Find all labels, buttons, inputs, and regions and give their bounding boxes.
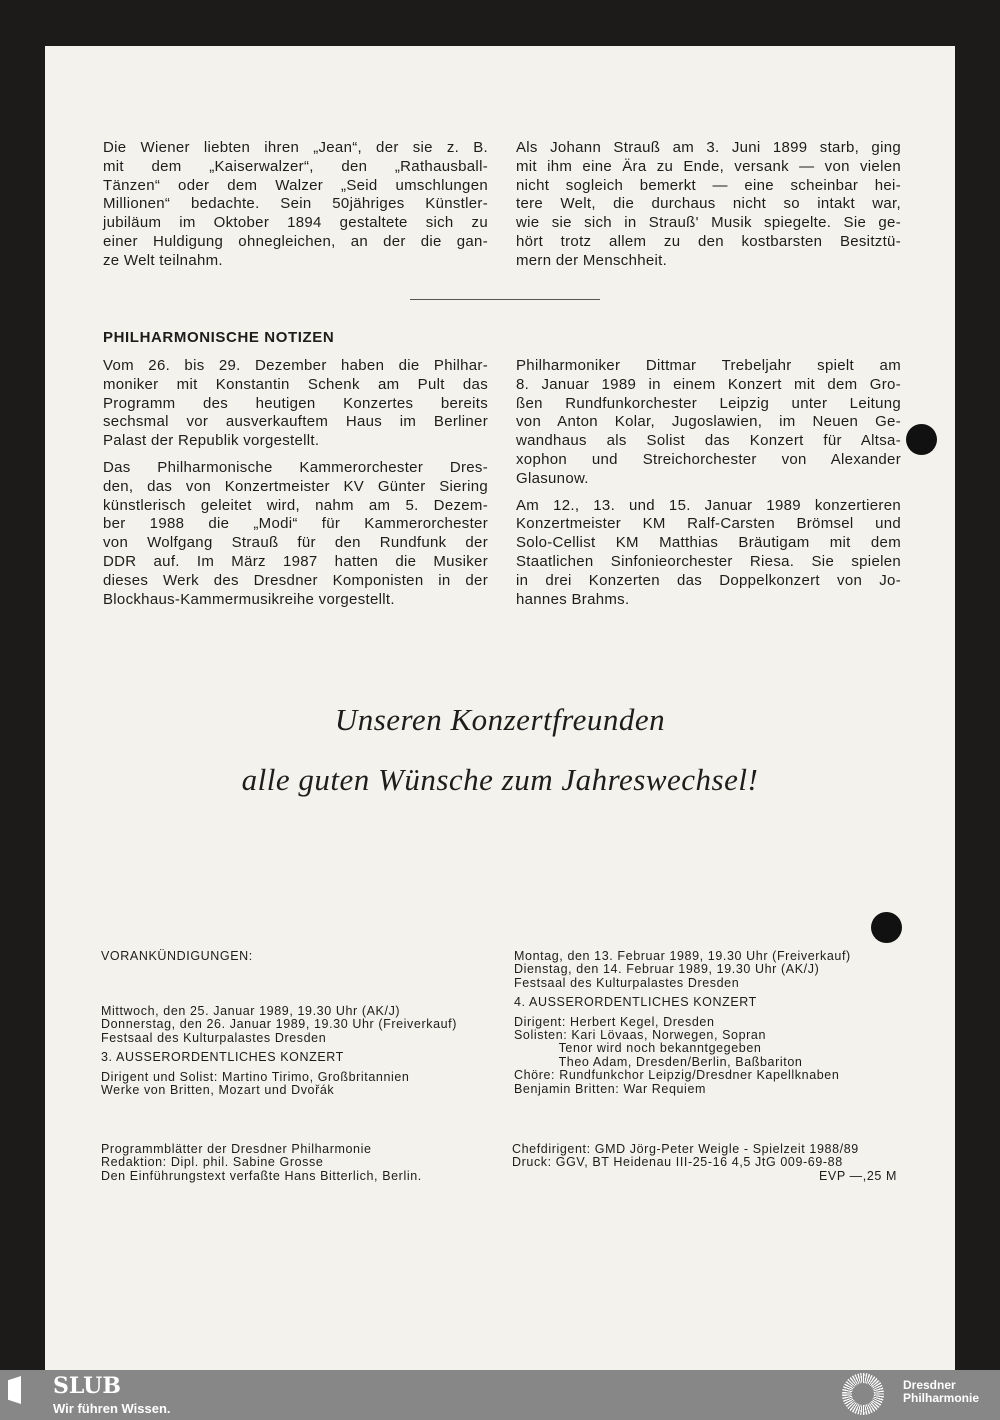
- text-line: Tänzen“ oder dem Walzer „Seid umschlungen: [103, 176, 488, 194]
- text-line: wie sie sich in Strauß' Musik spiegelte. Sie ge-: [516, 214, 901, 232]
- intro-right-column: [516, 139, 901, 271]
- text-line: 4. AUSSERORDENTLICHES KONZERT: [514, 995, 757, 1010]
- text-line: mern der Menschheit.: [516, 251, 668, 269]
- text-line: dieses Werk des Dresdner Komponisten in der: [103, 571, 488, 589]
- section-heading: PHILHARMONISCHE NOTIZEN: [103, 329, 335, 346]
- text-line: Benjamin Britten: War Requiem: [514, 1081, 707, 1096]
- text-line: einer Huldigung ohnegleichen, an der die gan-: [103, 232, 488, 250]
- imprint-left: [101, 1143, 422, 1183]
- text-line: Blockhaus-Kammermusikreihe vorgestellt.: [103, 590, 395, 608]
- text-line: Am 12., 13. und 15. Januar 1989 konzertieren: [516, 496, 901, 514]
- price: EVP —,25 M: [819, 1169, 898, 1183]
- text-line: Konzertmeister KM Ralf-Carsten Brömsel und: [516, 515, 901, 533]
- text-line: 8. Januar 1989 in einem Konzert mit dem Gro-: [516, 375, 901, 393]
- text-line: Dirigent und Solist: Martino Tirimo, Großbritannien: [101, 1069, 410, 1084]
- text-line: Theo Adam, Dresden/Berlin, Baßbariton: [514, 1054, 803, 1069]
- text-line: sechsmal vor ausverkauftem Haus im Berliner: [103, 413, 488, 431]
- announcements-left: [101, 1005, 457, 1097]
- text-line: tere Welt, die durchaus nicht so intakt war,: [516, 195, 901, 213]
- text-line: Vom 26. bis 29. Dezember haben die Philhar-: [103, 357, 488, 374]
- text-line: von Anton Kolar, Jugoslawien, im Neuen Ge-: [516, 413, 901, 431]
- text-line: Chöre: Rundfunkchor Leipzig/Dresdner Kapellknaben: [514, 1068, 840, 1083]
- partner-name-1: Dresdner: [903, 1378, 956, 1392]
- text-line: Programmblätter der Dresdner Philharmonie: [101, 1142, 372, 1156]
- text-line: mit dem „Kaiserwalzer“, den „Rathausball-: [103, 157, 488, 175]
- text-line: Redaktion: Dipl. phil. Sabine Grosse: [101, 1155, 324, 1170]
- text-line: 3. AUSSERORDENTLICHES KONZERT: [101, 1050, 344, 1065]
- text-line: Solisten: Kari Lövaas, Norwegen, Sopran: [514, 1027, 767, 1042]
- notizen-right-column: [516, 357, 901, 609]
- greeting-line-1: Unseren Konzertfreunden: [334, 702, 666, 737]
- slogan: Wir führen Wissen.: [53, 1401, 171, 1416]
- text-line: moniker mit Konstantin Schenk am Pult das: [103, 375, 488, 393]
- slub-logo-link[interactable]: SLUB: [53, 1373, 121, 1399]
- text-line: Solo-Cellist KM Matthias Bräutigam mit dem: [516, 534, 901, 552]
- text-line: Tenor wird noch bekanntgegeben: [514, 1041, 762, 1056]
- announcements-heading: VORANKÜNDIGUNGEN:: [101, 949, 253, 963]
- punch-hole: [906, 424, 937, 455]
- greeting-line-2: alle guten Wünsche zum Jahreswechsel!: [241, 762, 759, 797]
- text-line: Chefdirigent: GMD Jörg-Peter Weigle - Spielzeit 1988/89: [512, 1142, 859, 1156]
- text-line: DDR auf. Im März 1987 hatten die Musiker: [103, 552, 488, 570]
- text-line: Festsaal des Kulturpalastes Dresden: [514, 975, 740, 990]
- intro-left-column: [103, 139, 488, 271]
- text-line: ber 1988 die „Modi“ für Kammerorchester: [103, 515, 488, 533]
- text-line: Mittwoch, den 25. Januar 1989, 19.30 Uhr (AK/J): [101, 1004, 401, 1018]
- text-line: hannes Brahms.: [516, 590, 630, 608]
- text-line: Programm des heutigen Konzertes bereits: [103, 394, 488, 412]
- text-line: Als Johann Strauß am 3. Juni 1899 starb, ging: [516, 139, 901, 156]
- punch-hole: [871, 912, 902, 943]
- philharmonie-logo-text[interactable]: [903, 1379, 979, 1405]
- text-line: Glasunow.: [516, 469, 589, 487]
- text-line: Millionen“ bedachte. Sein 50jähriges Künstler-: [103, 195, 488, 213]
- divider: [410, 299, 600, 300]
- imprint-right: [512, 1143, 859, 1170]
- text-line: mit ihm eine Ära zu Ende, versank — von vielen: [516, 157, 901, 175]
- text-line: ze Welt teilnahm.: [103, 251, 223, 269]
- text-line: Die Wiener liebten ihren „Jean“, der sie z. B.: [103, 139, 488, 156]
- partner-name-2: Philharmonie: [903, 1391, 980, 1405]
- text-line: Donnerstag, den 26. Januar 1989, 19.30 Uhr (Freiverkauf): [101, 1017, 458, 1032]
- text-line: Den Einführungstext verfaßte Hans Bitterlich, Berlin.: [101, 1168, 422, 1183]
- text-line: ßen Rundfunkorchester Leipzig unter Leitung: [516, 394, 901, 412]
- slub-logo-icon: [8, 1376, 21, 1404]
- text-line: jubiläum im Oktober 1894 gestaltete sich zu: [103, 214, 488, 232]
- text-line: Dirigent: Herbert Kegel, Dresden: [514, 1014, 715, 1029]
- text-line: Druck: GGV, BT Heidenau III-25-16 4,5 JtG 009-69-88: [512, 1155, 843, 1170]
- text-line: Das Philharmonische Kammerorchester Dres-: [103, 458, 488, 476]
- text-line: Dienstag, den 14. Februar 1989, 19.30 Uhr (AK/J): [514, 962, 820, 977]
- text-line: hört trotz allem zu den kostbarsten Besitztü-: [516, 232, 901, 250]
- text-line: Palast der Republik vorgestellt.: [103, 432, 320, 450]
- announcements-right: [514, 950, 851, 1096]
- notizen-left-column: [103, 357, 488, 609]
- text-line: nicht sogleich bemerkt — eine scheinbar hei-: [516, 176, 901, 194]
- footer-bar: [0, 1370, 1000, 1420]
- text-line: wandhaus als Solist das Konzert für Altsa-: [516, 432, 901, 450]
- text-line: Werke von Britten, Mozart und Dvořák: [101, 1082, 335, 1097]
- text-line: den, das von Konzertmeister KV Günter Siering: [103, 477, 488, 495]
- text-line: in drei Konzerten das Doppelkonzert von Jo-: [516, 571, 901, 589]
- text-line: Philharmoniker Dittmar Trebeljahr spielt am: [516, 357, 901, 374]
- philharmonie-logo-icon: [842, 1373, 884, 1415]
- text-line: xophon und Streichorchester von Alexander: [516, 450, 901, 468]
- text-line: Festsaal des Kulturpalastes Dresden: [101, 1030, 327, 1045]
- text-line: Montag, den 13. Februar 1989, 19.30 Uhr (Freiverkauf): [514, 949, 851, 963]
- text-line: Staatlichen Sinfonieorchester Riesa. Sie spielen: [516, 552, 901, 570]
- text-line: von Wolfgang Strauß für den Rundfunk der: [103, 534, 488, 552]
- text-line: künstlerisch geleitet wird, nahm am 5. Dezem-: [103, 496, 488, 514]
